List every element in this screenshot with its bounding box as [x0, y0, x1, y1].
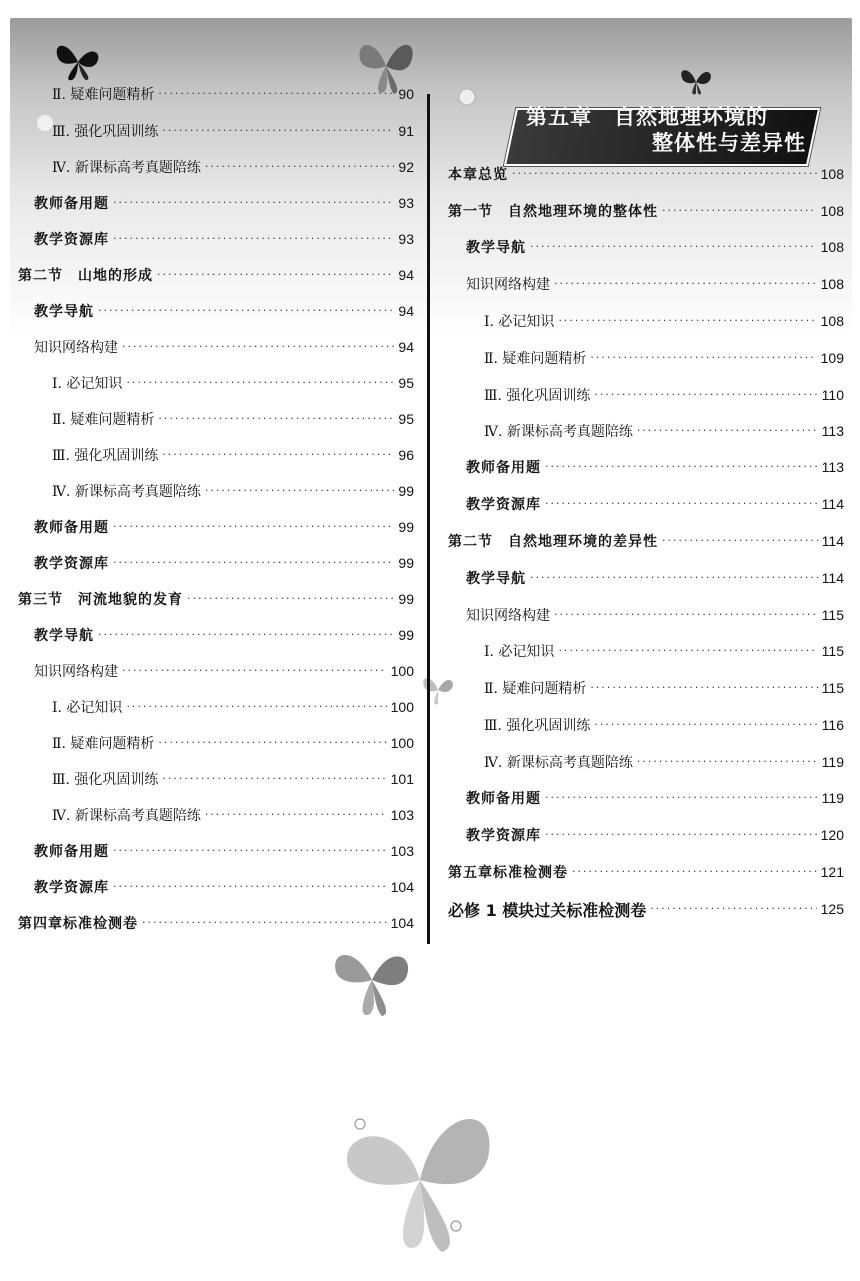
toc-entry-page: 114 [821, 496, 844, 512]
toc-entry[interactable] [52, 730, 414, 756]
dot-leader [545, 459, 818, 475]
toc-entry[interactable] [34, 550, 414, 576]
toc-entry-label: 教学资源库 [34, 232, 109, 248]
toc-entry-label: Ⅲ. 强化巩固训练 [484, 718, 591, 734]
dot-leader [530, 570, 818, 586]
toc-entry-page: 109 [820, 350, 844, 366]
toc-entry[interactable] [18, 910, 414, 936]
toc-entry-label: Ⅰ. 必记知识 [484, 314, 555, 330]
toc-entry-page: 116 [821, 717, 844, 733]
dot-leader [530, 239, 817, 255]
toc-entry-page: 103 [390, 807, 414, 823]
dot-leader [113, 879, 387, 895]
column-divider [427, 94, 430, 944]
chapter-title-line2: 整体性与差异性 [652, 131, 806, 155]
bubble-icon [448, 1218, 464, 1234]
toc-entry-page: 100 [390, 663, 414, 679]
dot-leader [142, 915, 387, 931]
dot-leader [545, 790, 818, 806]
toc-entry-label: 教学导航 [34, 304, 94, 320]
toc-entry[interactable] [448, 528, 844, 554]
toc-entry-page: 108 [820, 313, 844, 329]
toc-entry-page: 115 [821, 680, 844, 696]
toc-entry-page: 99 [398, 555, 414, 571]
dot-leader [545, 827, 817, 843]
toc-entry[interactable] [484, 382, 844, 408]
dot-leader [205, 483, 395, 499]
dot-leader [162, 771, 386, 787]
toc-entry[interactable] [52, 802, 414, 828]
dot-leader [590, 350, 816, 366]
dot-leader [113, 231, 394, 247]
toc-entry-page: 93 [398, 195, 414, 211]
bubble-icon [352, 1116, 368, 1132]
toc-entry-label: Ⅱ. 疑难问题精析 [484, 351, 587, 367]
dot-leader [594, 717, 817, 733]
toc-entry-label: Ⅳ. 新课标高考真题陪练 [52, 808, 201, 824]
toc-entry[interactable] [484, 638, 844, 664]
toc-entry-page: 94 [398, 339, 414, 355]
toc-entry[interactable] [52, 370, 414, 396]
toc-entry-page: 108 [820, 239, 844, 255]
toc-entry[interactable] [52, 694, 414, 720]
toc-entry-page: 92 [398, 159, 414, 175]
toc-entry[interactable] [34, 622, 414, 648]
toc-entry-label: Ⅱ. 疑难问题精析 [52, 736, 155, 752]
dot-leader [662, 533, 818, 549]
toc-entry-label: 第一节 自然地理环境的整体性 [448, 204, 658, 220]
dot-leader [113, 519, 394, 535]
toc-entry[interactable] [34, 658, 414, 684]
toc-entry-label: 教学导航 [466, 240, 526, 256]
chapter-title [526, 104, 816, 156]
toc-entry[interactable] [52, 154, 414, 180]
toc-entry-page: 101 [390, 771, 414, 787]
toc-entry-label: 知识网络构建 [466, 608, 550, 624]
toc-entry-page: 119 [821, 790, 844, 806]
toc-entry-label: 教师备用题 [34, 844, 109, 860]
butterfly-icon [326, 940, 418, 1022]
toc-entry-label: Ⅳ. 新课标高考真题陪练 [484, 424, 633, 440]
toc-entry-label: 知识网络构建 [466, 277, 550, 293]
dot-leader [98, 627, 394, 643]
toc-entry-label: 第三节 河流地貌的发育 [18, 592, 183, 608]
dot-leader [594, 387, 817, 403]
toc-entry[interactable] [466, 602, 844, 628]
toc-entry[interactable] [448, 198, 844, 224]
toc-entry-label: 知识网络构建 [34, 340, 118, 356]
dot-leader [545, 496, 818, 512]
dot-leader [122, 663, 387, 679]
dot-leader [554, 607, 818, 623]
toc-entry[interactable] [484, 418, 844, 444]
toc-entry-page: 110 [821, 387, 844, 403]
toc-entry[interactable] [466, 822, 844, 848]
toc-entry[interactable] [34, 514, 414, 540]
toc-entry-label: 第二节 山地的形成 [18, 268, 153, 284]
toc-entry-page: 108 [820, 166, 844, 182]
toc-entry-page: 95 [398, 375, 414, 391]
dot-leader [558, 643, 817, 659]
toc-entry-label: Ⅳ. 新课标高考真题陪练 [52, 484, 201, 500]
dot-leader [558, 313, 816, 329]
toc-entry[interactable] [34, 838, 414, 864]
dot-leader [572, 864, 817, 880]
toc-entry-page: 113 [821, 459, 844, 475]
dot-leader [637, 754, 818, 770]
dot-leader [158, 411, 394, 427]
toc-entry-page: 121 [820, 864, 844, 880]
toc-entry-label: Ⅰ. 必记知识 [52, 700, 123, 716]
toc-entry-label: Ⅰ. 必记知识 [484, 644, 555, 660]
toc-entry[interactable] [34, 874, 414, 900]
toc-entry-label: 教学资源库 [466, 497, 541, 513]
toc-entry-label: Ⅰ. 必记知识 [52, 376, 123, 392]
toc-entry[interactable] [484, 712, 844, 738]
toc-entry[interactable] [466, 234, 844, 260]
toc-entry-label: 第二节 自然地理环境的差异性 [448, 534, 658, 550]
toc-entry-page: 100 [390, 735, 414, 751]
toc-entry-page: 114 [821, 570, 844, 586]
toc-entry-label: 教学资源库 [34, 880, 109, 896]
toc-entry-page: 94 [398, 267, 414, 283]
dot-leader [187, 591, 394, 607]
toc-entry[interactable] [466, 785, 844, 811]
dot-leader [662, 203, 817, 219]
toc-entry-page: 91 [398, 123, 414, 139]
dot-leader [122, 339, 394, 355]
toc-entry-page: 99 [398, 519, 414, 535]
chapter-title-line1: 第五章 自然地理环境的 [526, 105, 768, 129]
toc-entry-page: 120 [820, 827, 844, 843]
toc-entry-label: Ⅱ. 疑难问题精析 [484, 681, 587, 697]
dot-leader [650, 901, 816, 917]
toc-entry-page: 119 [821, 754, 844, 770]
toc-entry[interactable] [466, 491, 844, 517]
toc-entry-page: 108 [820, 203, 844, 219]
dot-leader [205, 807, 387, 823]
toc-entry[interactable] [484, 308, 844, 334]
dot-leader [113, 843, 387, 859]
toc-entry[interactable] [466, 565, 844, 591]
butterfly-icon [418, 672, 458, 708]
toc-entry-label: 教学资源库 [34, 556, 109, 572]
toc-entry-label: Ⅳ. 新课标高考真题陪练 [52, 160, 201, 176]
dot-leader [126, 375, 394, 391]
toc-entry-page: 104 [390, 915, 414, 931]
toc-entry-label: 教师备用题 [466, 460, 541, 476]
toc-entry-label: Ⅲ. 强化巩固训练 [484, 388, 591, 404]
toc-entry-label: 第五章标准检测卷 [448, 865, 568, 881]
toc-entry-label: 教学导航 [34, 628, 94, 644]
toc-entry[interactable] [34, 298, 414, 324]
dot-leader [162, 447, 394, 463]
toc-entry-page: 90 [398, 86, 414, 102]
dot-leader [158, 86, 394, 102]
toc-entry[interactable] [34, 190, 414, 216]
toc-entry-label: 知识网络构建 [34, 664, 118, 680]
dot-leader [554, 276, 817, 292]
toc-entry[interactable] [466, 454, 844, 480]
dot-leader [126, 699, 386, 715]
butterfly-icon [676, 64, 716, 98]
toc-entry-label: Ⅲ. 强化巩固训练 [52, 448, 159, 464]
toc-entry-page: 95 [398, 411, 414, 427]
toc-entry-page: 94 [398, 303, 414, 319]
toc-entry-label: Ⅱ. 疑难问题精析 [52, 87, 155, 103]
toc-entry[interactable] [484, 345, 844, 371]
toc-entry[interactable] [34, 226, 414, 252]
dot-leader [637, 423, 818, 439]
toc-entry[interactable] [466, 271, 844, 297]
toc-entry-page: 99 [398, 627, 414, 643]
toc-entry-label: Ⅲ. 强化巩固训练 [52, 124, 159, 140]
dot-leader [98, 303, 394, 319]
toc-entry[interactable] [448, 859, 844, 885]
dot-leader [512, 166, 817, 182]
dot-leader [157, 267, 394, 283]
toc-entry-page: 103 [390, 843, 414, 859]
toc-entry-label: 教学资源库 [466, 828, 541, 844]
toc-entry-label: Ⅲ. 强化巩固训练 [52, 772, 159, 788]
toc-entry-page: 115 [821, 643, 844, 659]
bubble-icon [456, 86, 478, 108]
toc-entry[interactable] [52, 442, 414, 468]
dot-leader [162, 123, 394, 139]
dot-leader [590, 680, 817, 696]
toc-entry-label: Ⅱ. 疑难问题精析 [52, 412, 155, 428]
dot-leader [113, 195, 394, 211]
toc-entry-label: 教师备用题 [34, 196, 109, 212]
toc-entry-page: 99 [398, 591, 414, 607]
toc-entry-label: 教学导航 [466, 571, 526, 587]
toc-entry[interactable] [52, 478, 414, 504]
toc-entry-label: 第四章标准检测卷 [18, 916, 138, 932]
toc-entry-page: 96 [398, 447, 414, 463]
toc-entry-label: 本章总览 [448, 167, 508, 183]
toc-entry-page: 99 [398, 483, 414, 499]
dot-leader [205, 159, 395, 175]
toc-entry[interactable] [52, 81, 414, 107]
toc-entry[interactable] [52, 406, 414, 432]
toc-entry-label: 教师备用题 [34, 520, 109, 536]
toc-entry-page: 115 [821, 607, 844, 623]
toc-entry-page: 125 [820, 901, 844, 917]
toc-entry-page: 100 [390, 699, 414, 715]
butterfly-icon [50, 38, 106, 86]
toc-entry-label: Ⅳ. 新课标高考真题陪练 [484, 755, 633, 771]
toc-entry[interactable] [448, 161, 844, 187]
toc-entry[interactable] [484, 749, 844, 775]
toc-entry[interactable] [34, 334, 414, 360]
toc-entry-page: 93 [398, 231, 414, 247]
toc-entry-page: 113 [821, 423, 844, 439]
toc-entry[interactable] [52, 118, 414, 144]
toc-entry[interactable] [448, 896, 844, 922]
toc-entry-label: 必修 1 模块过关标准检测卷 [448, 900, 647, 920]
toc-entry[interactable] [18, 262, 414, 288]
toc-entry[interactable] [18, 586, 414, 612]
toc-entry-page: 114 [821, 533, 844, 549]
dot-leader [158, 735, 386, 751]
toc-entry-label: 教师备用题 [466, 791, 541, 807]
toc-entry-page: 108 [820, 276, 844, 292]
toc-entry[interactable] [484, 675, 844, 701]
dot-leader [113, 555, 394, 571]
toc-entry[interactable] [52, 766, 414, 792]
toc-entry-page: 104 [390, 879, 414, 895]
